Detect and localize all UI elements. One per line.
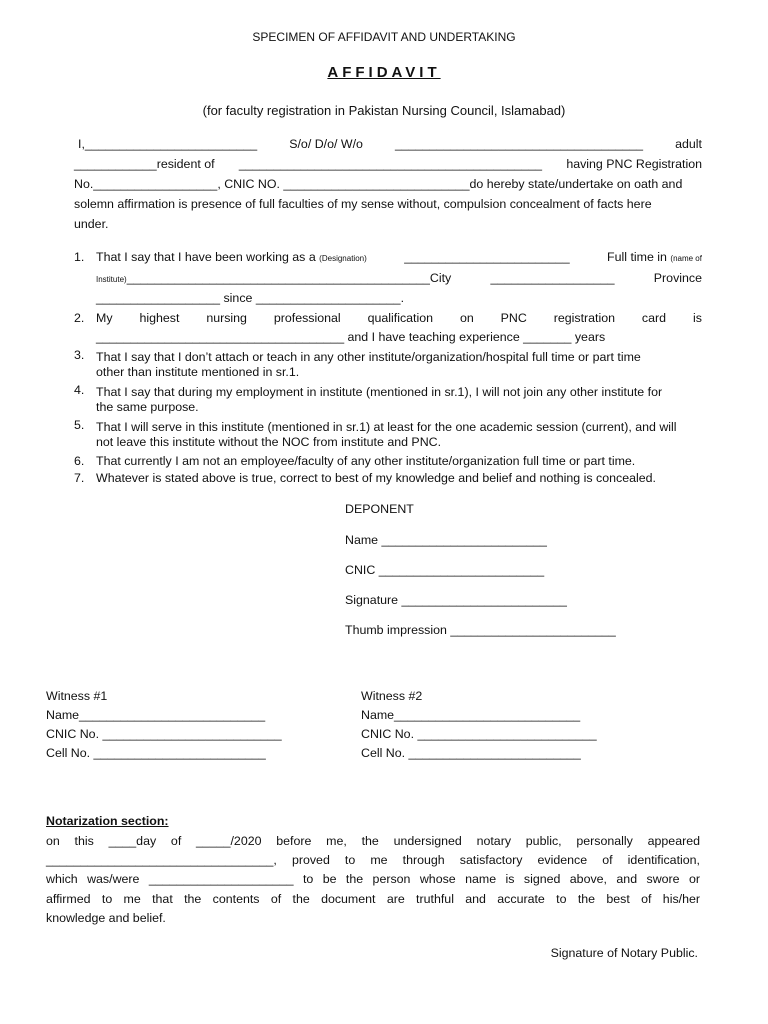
deponent-heading: DEPONENT xyxy=(345,502,414,516)
intro-relation: S/o/ D/o/ W/o xyxy=(289,137,363,151)
intro-name-blank: I,_________________________ xyxy=(78,137,258,151)
notarization-heading: Notarization section: xyxy=(46,814,169,828)
witness-2-cell: Cell No. _________________________ xyxy=(361,746,581,760)
intro-line-5: under. xyxy=(74,217,109,231)
intro-registration: having PNC Registration xyxy=(566,157,702,171)
list-item: 5. That I will serve in this institute (mentioned in sr.1) at least for the one academic session (current), and will not leave this institute without the NOC from institute and PNC. xyxy=(74,417,677,449)
city-blank: __________________ xyxy=(490,270,615,285)
intro-resident: ____________resident of xyxy=(74,157,215,171)
qualification-line: ____________________________________ and I have teaching experience _______ years xyxy=(96,330,606,344)
list-item: 3. That I say that I don’t attach or teach in any other institute/organization/hospital full time or part time other than institute mentioned in sr.1. xyxy=(74,347,641,379)
witness-2 xyxy=(361,686,597,763)
institute-city-blank: ____________________________________________City xyxy=(126,270,452,285)
witness-1 xyxy=(46,686,282,763)
specimen-heading: SPECIMEN OF AFFIDAVIT AND UNDERTAKING xyxy=(252,30,516,44)
document-title: AFFIDAVIT xyxy=(327,64,441,81)
intro-line-1 xyxy=(74,137,702,151)
witness-1-cell: Cell No. _________________________ xyxy=(46,746,266,760)
intro-line-3: No.__________________, CNIC NO. ___________________________do hereby state/undertake on oath and xyxy=(74,177,683,191)
witness-1-cnic: CNIC No. __________________________ xyxy=(46,727,282,741)
province-since-line: __________________ since _____________________. xyxy=(96,291,405,305)
designation-label: (Designation) xyxy=(319,254,367,263)
list-item: 4. That I say that during my employment in institute (mentioned in sr.1), I will not join any other institute for the same purpose. xyxy=(74,382,663,414)
notary-signature: Signature of Notary Public. xyxy=(550,946,698,960)
deponent-name-field: Name ________________________ xyxy=(345,533,547,547)
undertaking-list xyxy=(74,248,702,487)
intro-line-2 xyxy=(74,157,702,171)
deponent-thumb-field: Thumb impression ________________________ xyxy=(345,623,616,637)
designation-blank: ________________________ xyxy=(404,250,570,264)
intro-adult: adult xyxy=(675,137,702,151)
list-item: 1. That I say that I have been working as a (Designation) ________________________ Full time in (name of Institute)____________________________________________City __________________ Province __________________ since _____________________. xyxy=(74,248,702,309)
list-item: 7. Whatever is stated above is true, correct to best of my knowledge and belief and nothing is concealed. xyxy=(74,470,656,485)
notarization-text: on this ____day of _____/2020 before me, the undersigned notary public, personally appeared _________________________________, proved to me through satisfactory evidence of identification, which was/were _____________________ to be the person whose name is signed above, and swore or affirmed to me that the contents of the document are truthful and accurate to the best of his/her knowledge and belief. xyxy=(46,834,700,925)
deponent-cnic-field: CNIC ________________________ xyxy=(345,563,545,577)
witness-1-heading: Witness #1 xyxy=(46,689,108,703)
list-item: 6. That currently I am not an employee/faculty of any other institute/organization full time or part time. xyxy=(74,453,636,468)
witness-2-name: Name___________________________ xyxy=(361,708,581,722)
intro-line-4: solemn affirmation is presence of full faculties of my sense without, compulsion concealment of facts here xyxy=(74,197,652,211)
witness-1-name: Name___________________________ xyxy=(46,708,266,722)
deponent-signature-field: Signature ________________________ xyxy=(345,593,567,607)
document-subtitle: (for faculty registration in Pakistan Nursing Council, Islamabad) xyxy=(202,103,566,118)
intro-address-blank: ____________________________________________ xyxy=(238,157,543,171)
witness-2-cnic: CNIC No. __________________________ xyxy=(361,727,597,741)
intro-parent-blank: ____________________________________ xyxy=(394,137,644,151)
list-item: 2. My highest nursing professional qualification on PNC registration card is ____________________________________ and I have teaching experience _______ years xyxy=(74,309,702,348)
witness-2-heading: Witness #2 xyxy=(361,689,423,703)
